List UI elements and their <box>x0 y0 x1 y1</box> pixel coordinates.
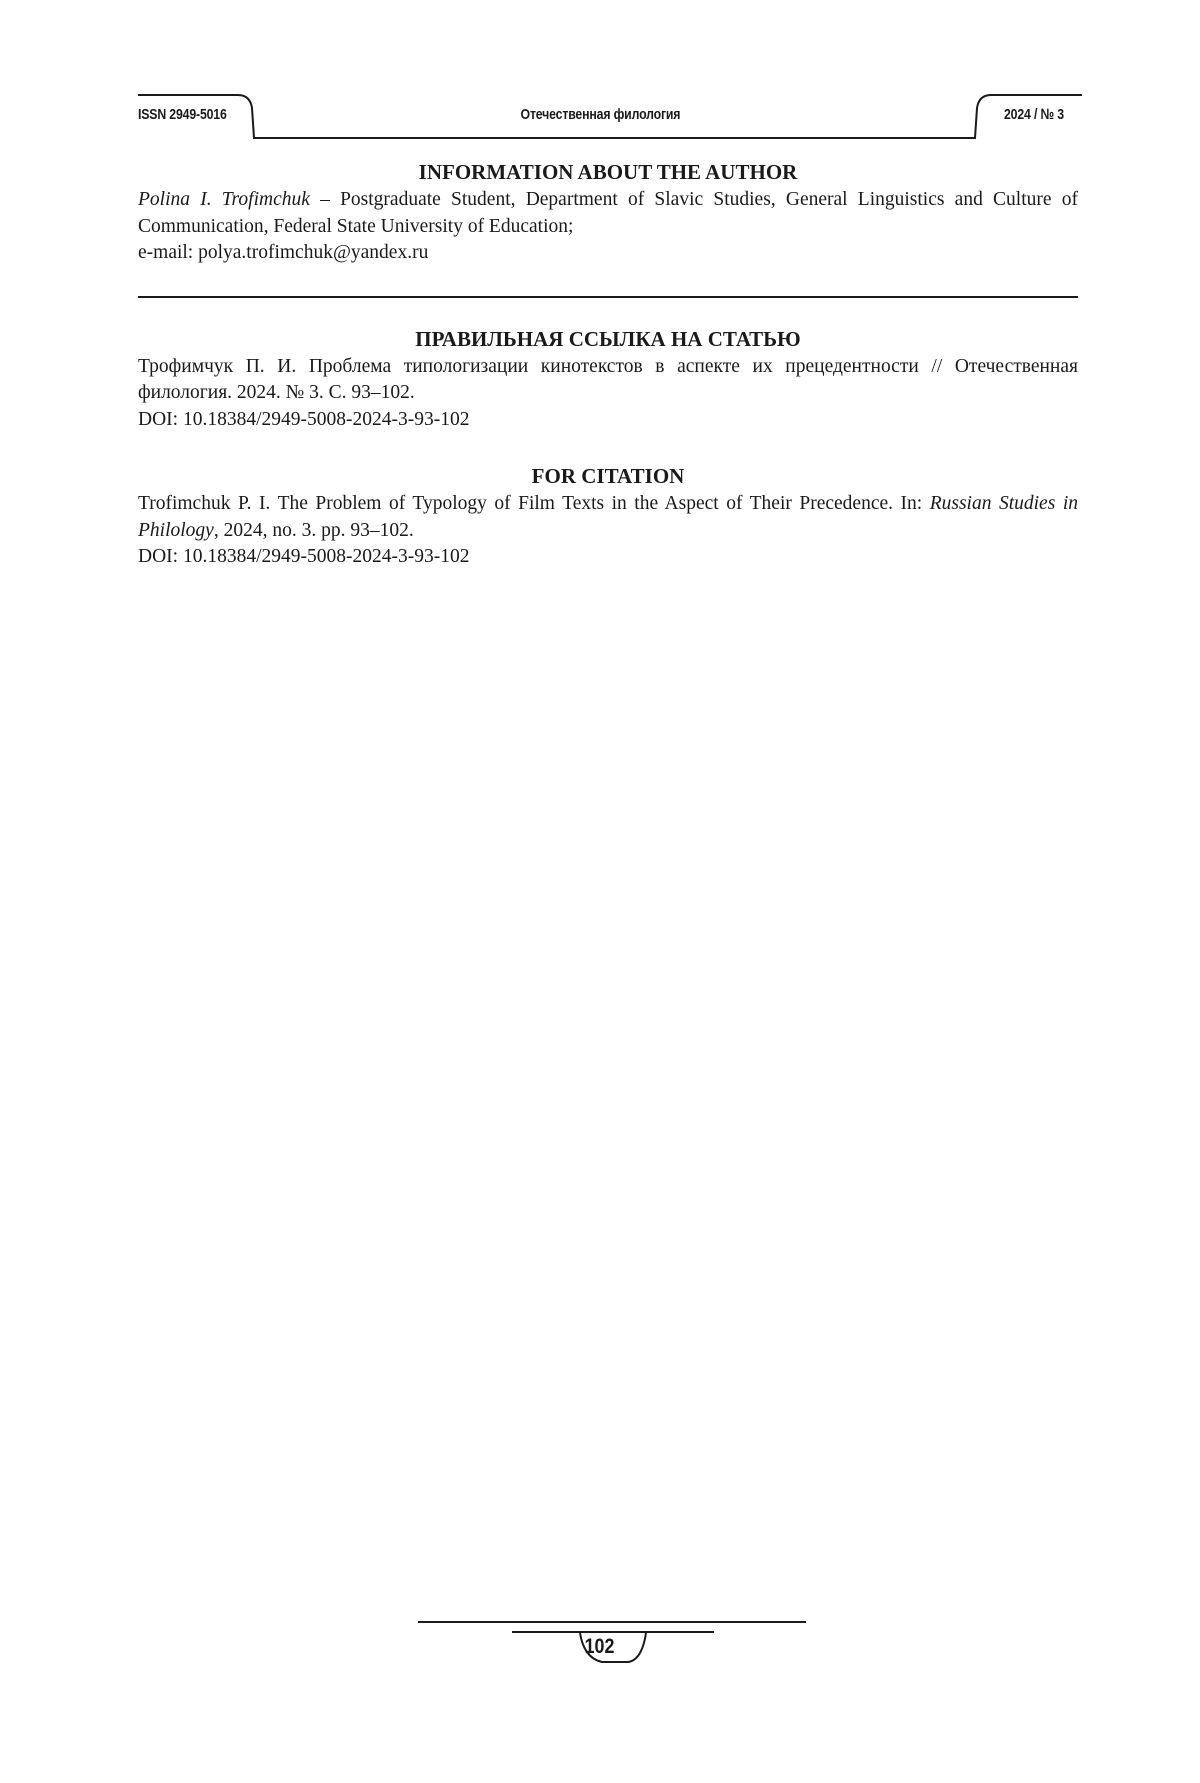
citation-ru-title: ПРАВИЛЬНАЯ ССЫЛКА НА СТАТЬЮ <box>415 326 801 351</box>
page-footer <box>0 1620 1200 1700</box>
author-email: e-mail: polya.trofimchuk@yandex.ru <box>138 242 429 263</box>
page-number: 102 <box>585 1635 615 1658</box>
header-issn: ISSN 2949-5016 <box>138 106 227 123</box>
citation-ru-text: Трофимчук П. И. Проблема типологизации кинотекстов в аспекте их прецедентности // Отечественная филология. 2024. № 3. С. 93–102. <box>138 355 1078 403</box>
header-issue: 2024 / № 3 <box>1004 106 1064 123</box>
footer-ornament-lines <box>0 1620 1200 1700</box>
author-info-paragraph <box>138 187 1078 240</box>
author-info-title: INFORMATION ABOUT THE AUTHOR <box>418 160 798 184</box>
author-info-section <box>138 157 1078 267</box>
header-journal-title: Отечественная филология <box>520 106 680 123</box>
citation-ru-doi: DOI: 10.18384/2949-5008-2024-3-93-102 <box>138 408 470 430</box>
citation-en-doi: DOI: 10.18384/2949-5008-2024-3-93-102 <box>138 546 470 567</box>
citation-en-title: FOR CITATION <box>531 464 685 488</box>
author-description: – Postgraduate Student, Department of Slavic Studies, General Linguistics and Culture of Communication, Federal State University of Education; <box>138 189 1078 237</box>
section-divider <box>138 296 1078 298</box>
header-frame-lines <box>0 0 1200 150</box>
citation-en-journal: Russian Studies in Philology <box>138 493 1078 541</box>
citation-ru-section <box>138 324 1078 434</box>
page-content <box>138 157 1078 571</box>
author-name: Polina I. Trofimchuk <box>138 189 310 210</box>
spacer <box>138 433 1078 461</box>
running-header <box>0 0 1200 150</box>
citation-en-text: Trofimchuk P. I. The Problem of Typology of Film Texts in the Aspect of Their Precedence. In: Russian Studies in Philology, 2024, no. 3. pp. 93–102. <box>138 493 1078 541</box>
citation-en-section <box>138 461 1078 571</box>
